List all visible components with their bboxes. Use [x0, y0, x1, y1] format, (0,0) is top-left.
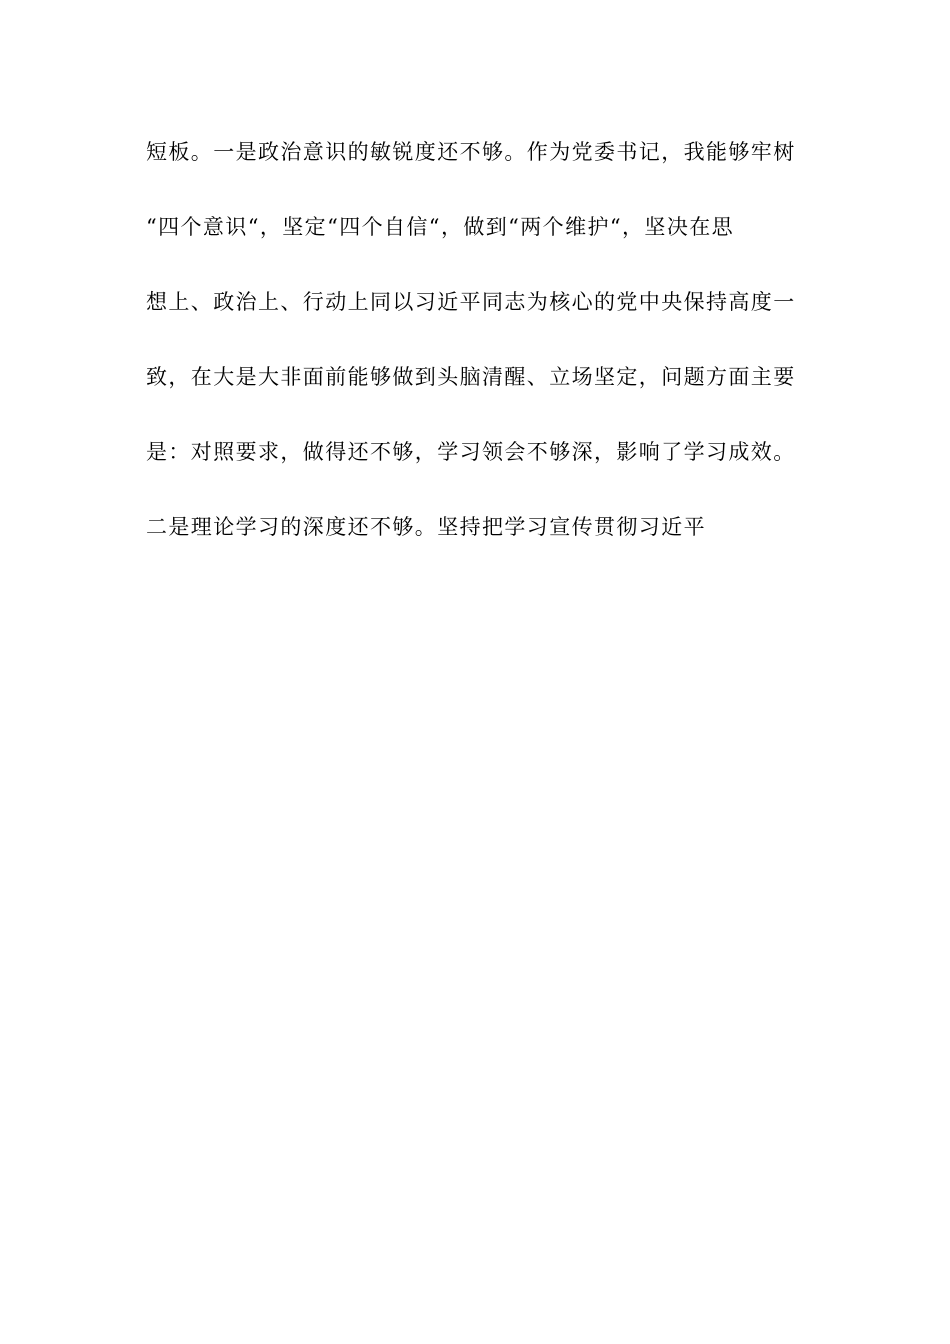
text-line: “四个意识“，坚定“四个自信“，做到“两个维护“，坚决在思	[146, 215, 735, 239]
body-text	[146, 130, 836, 580]
text-line: 短板。一是政治意识的敏锐度还不够。作为党委书记，我能够牢树	[146, 140, 796, 164]
text-line: 想上、政治上、行动上同以习近平同志为核心的党中央保持高度一	[146, 290, 796, 314]
text-line: 致，在大是大非面前能够做到头脑清醒、立场坚定，问题方面主要	[146, 365, 796, 389]
text-line: 二是理论学习的深度还不够。坚持把学习宣传贯彻习近平	[146, 515, 706, 539]
text-line: 是：对照要求，做得还不够，学习领会不够深，影响了学习成效。	[146, 440, 796, 464]
